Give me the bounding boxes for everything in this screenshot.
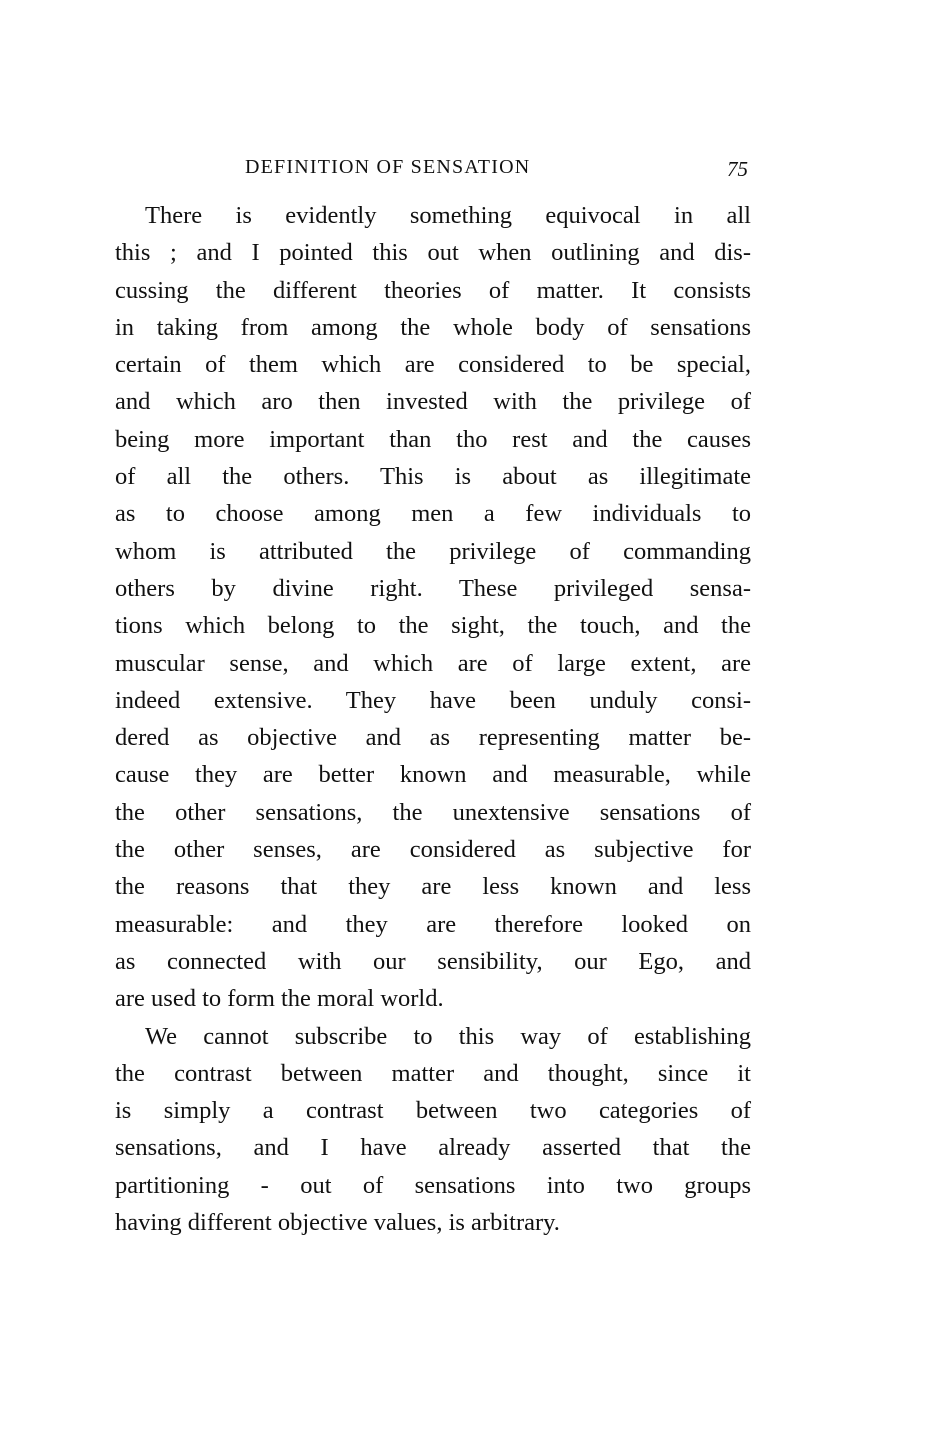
- text-line: the other senses, are considered as subjective for: [115, 836, 751, 864]
- text-line: being more important than tho rest and the causes: [115, 425, 751, 453]
- text-line: in taking from among the whole body of sensations: [115, 313, 751, 341]
- text-line: the other sensations, the unextensive sensations of: [115, 798, 751, 826]
- running-title: DEFINITION OF SENSATION: [245, 156, 531, 178]
- text-line: sensations, and I have already asserted that the: [115, 1134, 751, 1162]
- text-line: cussing the different theories of matter. It consists: [115, 276, 751, 304]
- text-line: as to choose among men a few individuals to: [115, 500, 751, 528]
- text-line: partitioning - out of sensations into two groups: [115, 1171, 751, 1199]
- text-line: are used to form the moral world.: [115, 985, 444, 1013]
- text-line: We cannot subscribe to this way of establishing: [145, 1022, 751, 1050]
- text-line: the reasons that they are less known and less: [115, 873, 751, 901]
- text-line: others by divine right. These privileged sensa-: [115, 574, 751, 602]
- text-line: this ; and I pointed this out when outlining and dis-: [115, 239, 751, 267]
- paragraph-1: [115, 197, 751, 1018]
- text-line: indeed extensive. They have been unduly consi-: [115, 686, 751, 714]
- text-line: as connected with our sensibility, our Ego, and: [115, 947, 751, 975]
- text-line: of all the others. This is about as illegitimate: [115, 463, 751, 491]
- page-number: 75: [727, 157, 748, 181]
- text-line: cause they are better known and measurable, while: [115, 761, 751, 789]
- text-line: tions which belong to the sight, the touch, and the: [115, 612, 751, 640]
- text-line: whom is attributed the privilege of commanding: [115, 537, 751, 565]
- text-line: is simply a contrast between two categories of: [115, 1097, 751, 1125]
- text-line: dered as objective and as representing matter be-: [115, 724, 751, 752]
- text-line: the contrast between matter and thought, since it: [115, 1059, 751, 1087]
- text-line: measurable: and they are therefore looked on: [115, 910, 751, 938]
- running-head: [115, 152, 748, 182]
- text-line: muscular sense, and which are of large extent, are: [115, 649, 751, 677]
- text-line: There is evidently something equivocal in all: [145, 202, 751, 229]
- text-line: and which aro then invested with the privilege of: [115, 388, 751, 416]
- body-text: [115, 197, 751, 1241]
- paragraph-2: [115, 1018, 751, 1242]
- text-line: having different objective values, is arbitrary.: [115, 1209, 560, 1237]
- text-line: certain of them which are considered to be special,: [115, 351, 751, 379]
